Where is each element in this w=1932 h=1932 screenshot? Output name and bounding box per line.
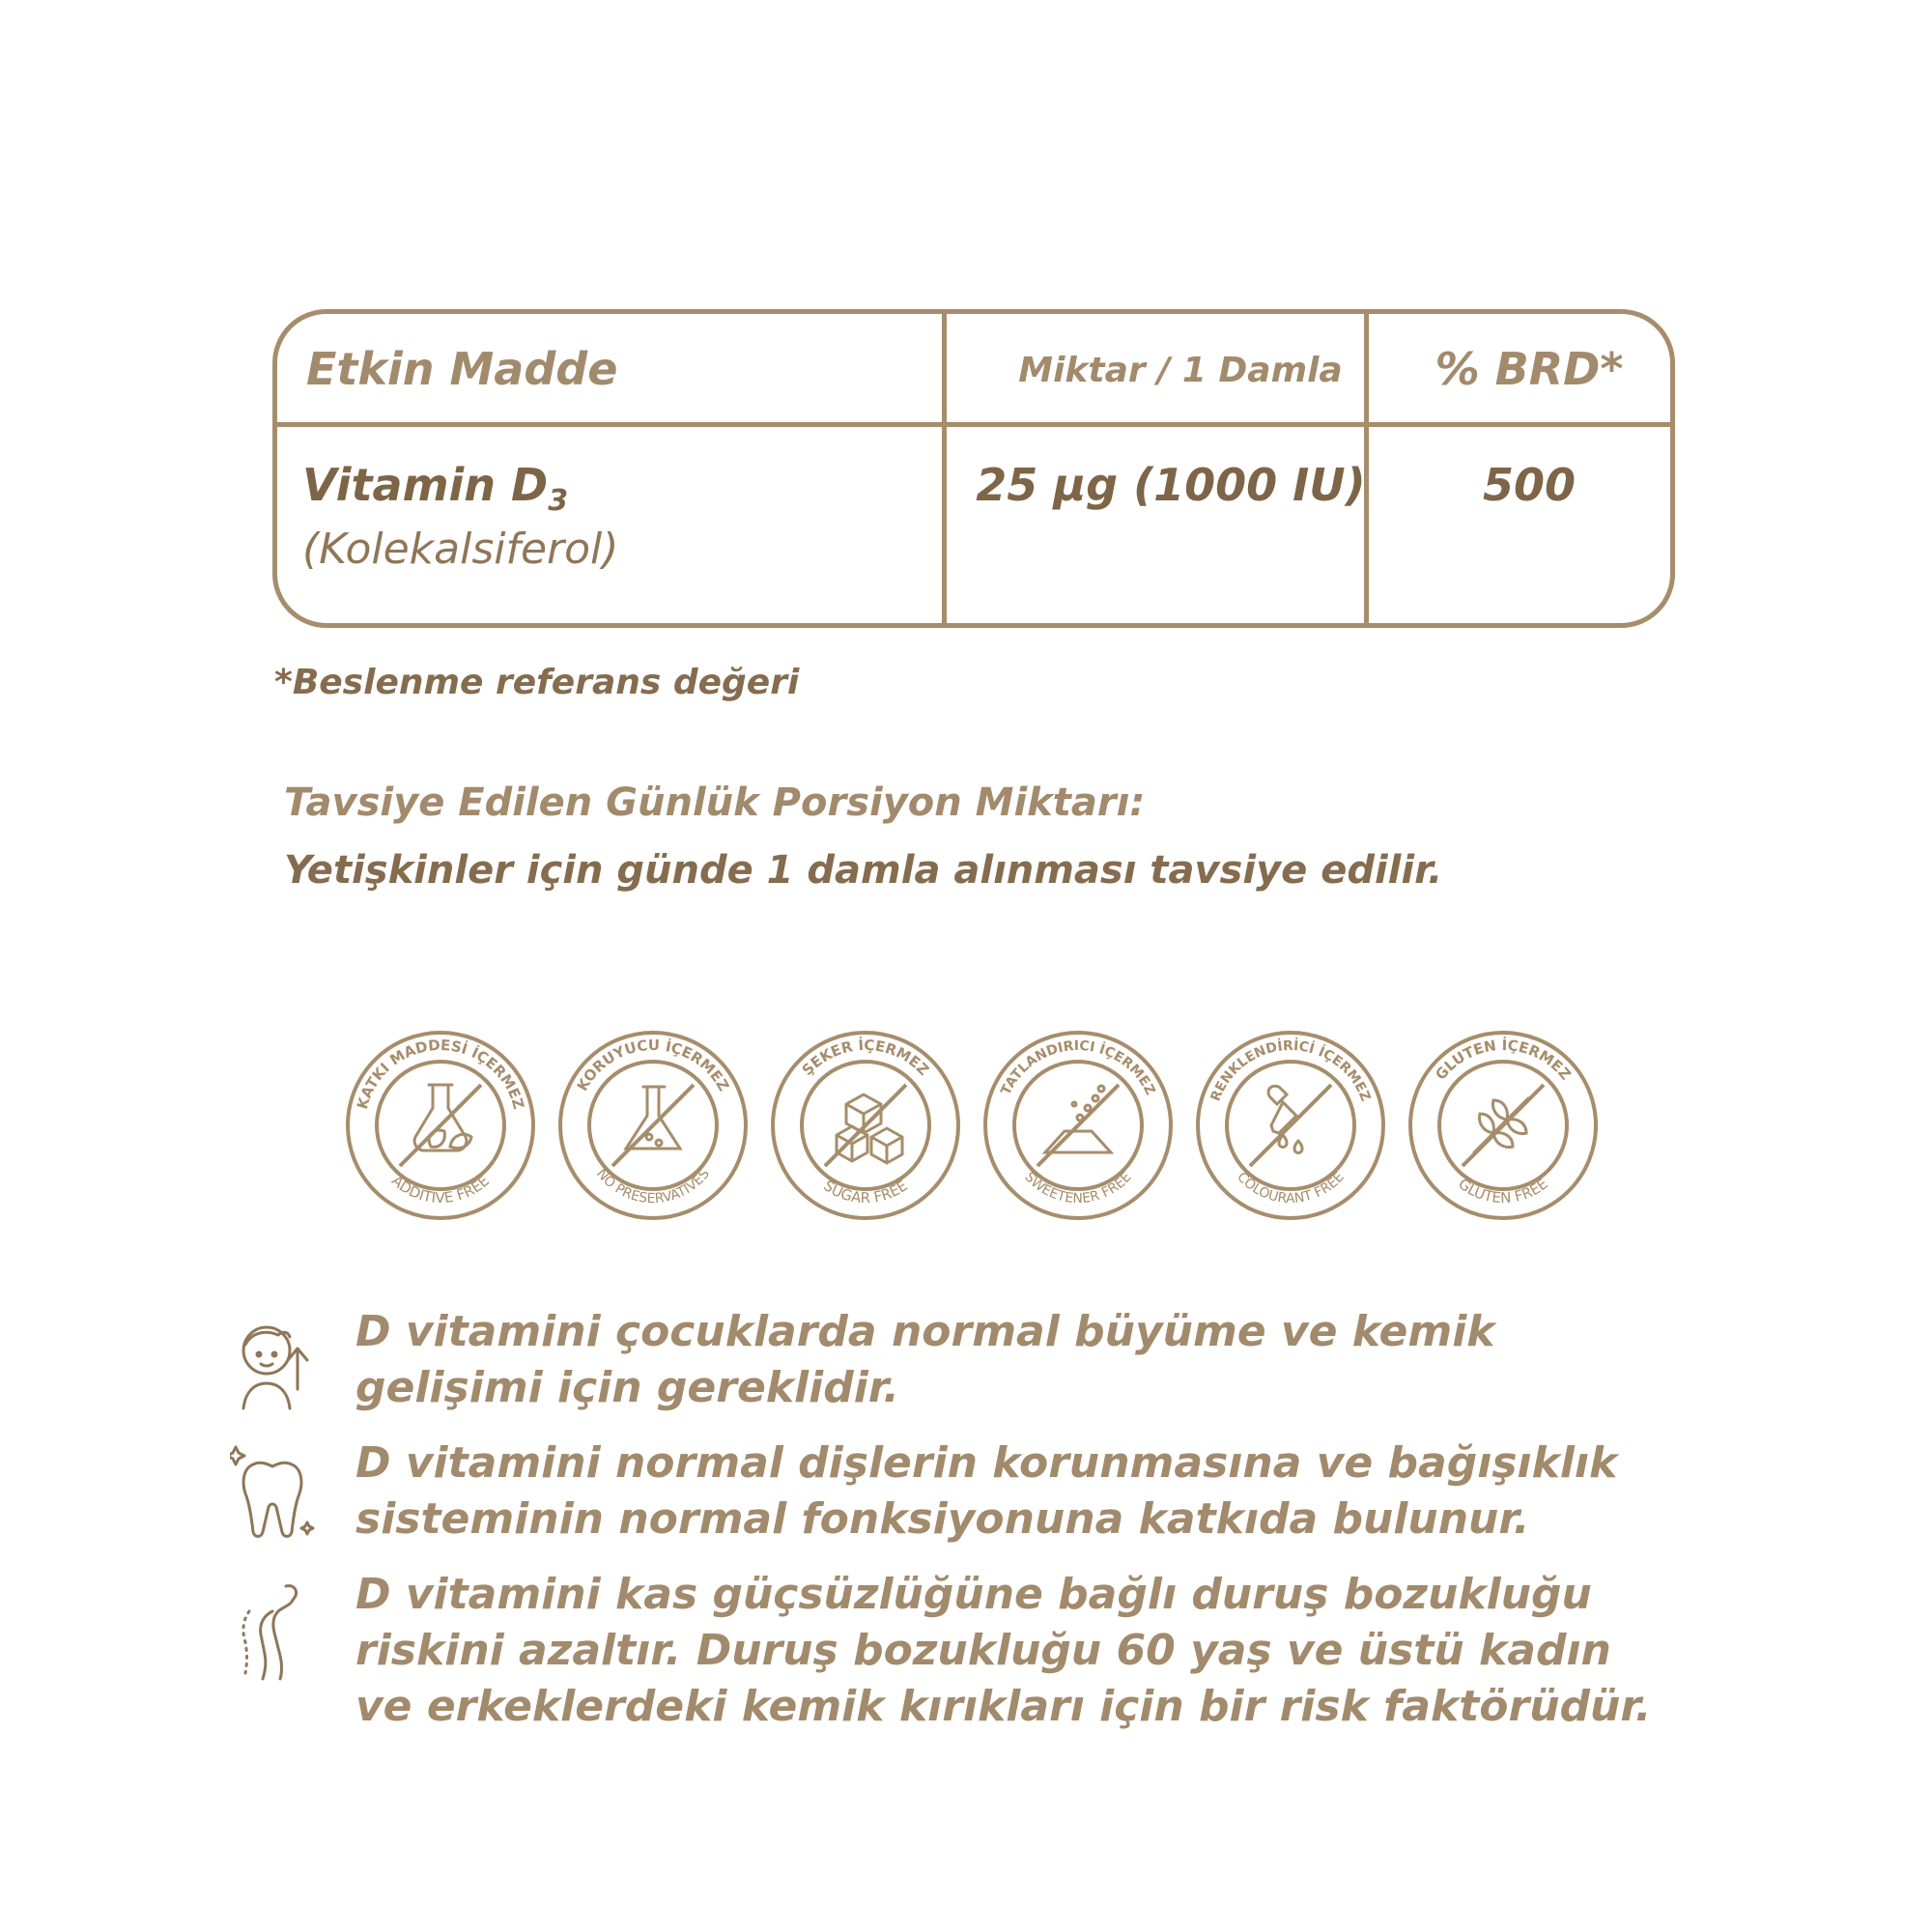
claim-teeth-immunity: [355, 1435, 1708, 1548]
badge-top-label: RENKLENDİRİCİ İÇERMEZ: [1208, 1037, 1374, 1104]
beaker-icon: [626, 1087, 680, 1149]
sweetener-powder-icon: [1045, 1086, 1111, 1152]
ingredient-rda: 500: [1482, 459, 1577, 511]
header-ingredient: Etkin Madde: [306, 343, 618, 395]
badge-bottom-label: ADDITIVE FREE: [387, 1172, 494, 1208]
ingredient-name: [302, 459, 568, 518]
badge-top-label: GLUTEN İÇERMEZ: [1432, 1036, 1575, 1084]
nutrition-table: [272, 309, 1675, 628]
claim-line: D vitamini normal dişlerin korunmasına ve bağışıklık: [355, 1438, 1618, 1488]
badge-bottom-label: SWEETENER FREE: [1021, 1169, 1135, 1208]
claim-growth: [355, 1304, 1708, 1416]
badge-gluten-free: [1406, 1029, 1600, 1222]
claim-posture: [355, 1567, 1708, 1735]
badge-top-label: ŞEKER İÇERMEZ: [798, 1036, 933, 1079]
badge-top-label: TATLANDIRICI İÇERMEZ: [998, 1037, 1158, 1098]
badge-bottom-label: SUGAR FREE: [820, 1177, 911, 1208]
svg-text:SUGAR FREE: [820, 1177, 911, 1207]
column-divider: [942, 314, 947, 623]
svg-text:RENKLENDİRİCİ İÇERMEZ: [1208, 1037, 1373, 1103]
badge-bottom-label: GLUTEN FREE: [1455, 1175, 1551, 1208]
ingredient-name-text: Vitamin D: [302, 459, 549, 511]
svg-text:GLUTEN İÇERMEZ: [1432, 1036, 1575, 1084]
badge-additive-free: [344, 1029, 537, 1222]
claim-line: D vitamini kas güçsüzlüğüne bağlı duruş bozukluğu: [355, 1570, 1592, 1619]
tooth-icon: [230, 1439, 317, 1546]
svg-text:KATKI MADDESİ İÇERMEZ: [354, 1037, 527, 1112]
badge-sweetener-free: [981, 1029, 1175, 1222]
claim-line: gelişimi için gereklidir.: [355, 1363, 899, 1412]
header-divider: [277, 422, 1670, 427]
table-footnote: *Beslenme referans değeri: [274, 663, 800, 702]
sugar-cubes-icon: [837, 1094, 902, 1163]
child-growth-icon: [230, 1312, 317, 1418]
claim-line: riskini azaltır. Duruş bozukluğu 60 yaş ve üstü kadın: [355, 1626, 1611, 1675]
svg-text:ŞEKER İÇERMEZ: [799, 1036, 933, 1079]
svg-text:ADDITIVE FREE: [388, 1172, 493, 1207]
claim-line: D vitamini çocuklarda normal büyüme ve kemik: [355, 1307, 1495, 1356]
badge-top-label: KATKI MADDESİ İÇERMEZ: [353, 1036, 528, 1112]
svg-text:GLUTEN FREE: [1455, 1175, 1551, 1207]
badge-top-label: KORUYUCU İÇERMEZ: [573, 1036, 733, 1094]
svg-text:TATLANDIRICI İÇERMEZ: [998, 1038, 1157, 1097]
ingredient-subscript: 3: [548, 484, 569, 518]
serving-title: Tavsiye Edilen Günlük Porsiyon Miktarı:: [284, 781, 1146, 825]
badge-bottom-label: NO PRESERVATIVES: [593, 1166, 713, 1208]
ingredient-amount: 25 µg (1000 IU): [976, 459, 1366, 511]
header-rda: % BRD*: [1435, 343, 1624, 395]
badge-sugar-free: [769, 1029, 962, 1222]
badge-no-preservatives: [556, 1029, 750, 1222]
badge-colourant-free: [1194, 1029, 1387, 1222]
badge-bottom-label: COLOURANT FREE: [1234, 1169, 1348, 1208]
claim-line: sisteminin normal fonksiyonuna katkıda bulunur.: [355, 1494, 1530, 1544]
posture-icon: [230, 1577, 317, 1683]
serving-text: Yetişkinler için günde 1 damla alınması tavsiye edilir.: [284, 848, 1443, 893]
ingredient-alias: (Kolekalsiferol): [302, 525, 619, 574]
header-amount: Miktar / 1 Damla: [1018, 351, 1343, 390]
claim-line: ve erkeklerdeki kemik kırıkları için bir risk faktörüdür.: [355, 1682, 1652, 1731]
